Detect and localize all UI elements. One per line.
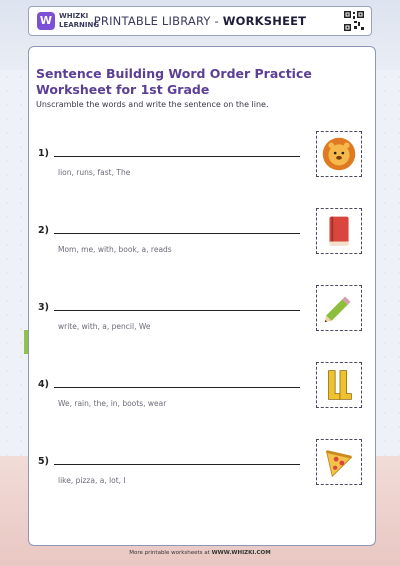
header-title-prefix: PRINTABLE LIBRARY -: [93, 14, 223, 28]
question-number: 2): [38, 225, 49, 236]
answer-line[interactable]: [54, 156, 300, 157]
book-icon: [316, 208, 362, 254]
logo-line1: WHIZKI: [59, 12, 89, 20]
whizki-logo-icon: W: [37, 12, 55, 30]
question-5: [36, 456, 366, 516]
scrambled-words: like, pizza, a, lot, I: [58, 476, 126, 485]
question-1: [36, 148, 366, 208]
question-3: [36, 302, 366, 362]
question-number: 3): [38, 302, 49, 313]
question-2: [36, 225, 366, 285]
scrambled-words: Mom, me, with, book, a, reads: [58, 245, 172, 254]
header-title: [29, 14, 371, 28]
scrambled-words: We, rain, the, in, boots, wear: [58, 399, 167, 408]
pencil-icon: [316, 285, 362, 331]
worksheet-instructions: Unscramble the words and write the sentence on the line.: [36, 100, 269, 109]
pizza-icon: [316, 439, 362, 485]
answer-line[interactable]: [54, 464, 300, 465]
lion-icon: [316, 131, 362, 177]
question-4: [36, 379, 366, 439]
worksheet-title: Sentence Building Word Order Practice Worksheet for 1st Grade: [36, 66, 312, 97]
footer-prefix: More printable worksheets at: [129, 550, 212, 556]
question-number: 4): [38, 379, 49, 390]
answer-line[interactable]: [54, 233, 300, 234]
answer-line[interactable]: [54, 310, 300, 311]
scrambled-words: lion, runs, fast, The: [58, 168, 131, 177]
footer-link[interactable]: WWW.WHIZKI.COM: [211, 550, 271, 556]
footer: [0, 550, 400, 556]
header-title-bold: WORKSHEET: [222, 14, 307, 28]
boots-icon: [316, 362, 362, 408]
question-number: 5): [38, 456, 49, 467]
question-number: 1): [38, 148, 49, 159]
logo-line2: LEARNING: [59, 21, 100, 29]
header-bar: [28, 6, 372, 36]
scrambled-words: write, with, a, pencil, We: [58, 322, 151, 331]
qr-code-icon: [343, 10, 365, 32]
answer-line[interactable]: [54, 387, 300, 388]
